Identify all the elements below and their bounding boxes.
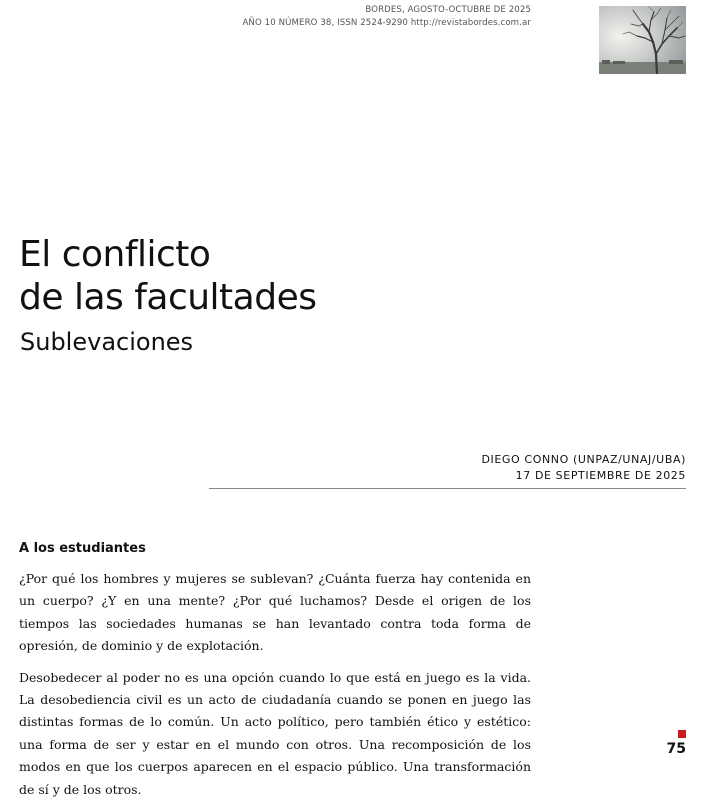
article-subtitle: Sublevaciones — [20, 328, 194, 356]
publication-date: 17 DE SEPTIEMBRE DE 2025 — [515, 469, 686, 482]
tree-photo-graphic — [599, 6, 686, 74]
author-name: DIEGO CONNO (UNPAZ/UNAJ/UBA) — [481, 453, 686, 466]
page-number: 75 — [666, 741, 686, 757]
journal-issue-date: BORDES, AGOSTO-OCTUBRE DE 2025 — [365, 5, 531, 15]
byline-divider — [209, 488, 686, 489]
section-heading: A los estudiantes — [19, 541, 146, 556]
byline — [481, 452, 686, 484]
body-paragraph-1: ¿Por qué los hombres y mujeres se sublevan? ¿Cuánta fuerza hay contenida en un cuerpo? ¿Y en una mente? ¿Por qué luchamos? Desde el origen de los tiempos las sociedades humanas se han levantado contra toda forma de opresión, de dominio y de explotación. — [19, 571, 531, 654]
article-title — [19, 233, 316, 319]
article-title-line-1: El conflicto — [19, 234, 211, 275]
article-body — [19, 568, 531, 810]
article-title-line-2: de las facultades — [19, 277, 317, 318]
journal-issn-url: AÑO 10 NÚMERO 38, ISSN 2524-9290 http://revistabordes.com.ar — [242, 18, 531, 28]
tree-photo — [599, 6, 686, 74]
page-marker-square — [678, 730, 686, 738]
journal-header — [242, 4, 531, 30]
body-paragraph-2: Desobedecer al poder no es una opción cuando lo que está en juego es la vida. La desobediencia civil es un acto de ciudadanía cuando se ponen en juego las distintas formas de lo común. Un acto político, pero también ético y estético: una forma de ser y estar en el mundo con otros. Una recomposición de los modos en que los cuerpos aparecen en el espacio público. Una transformación de sí y de los otros. — [19, 669, 531, 797]
